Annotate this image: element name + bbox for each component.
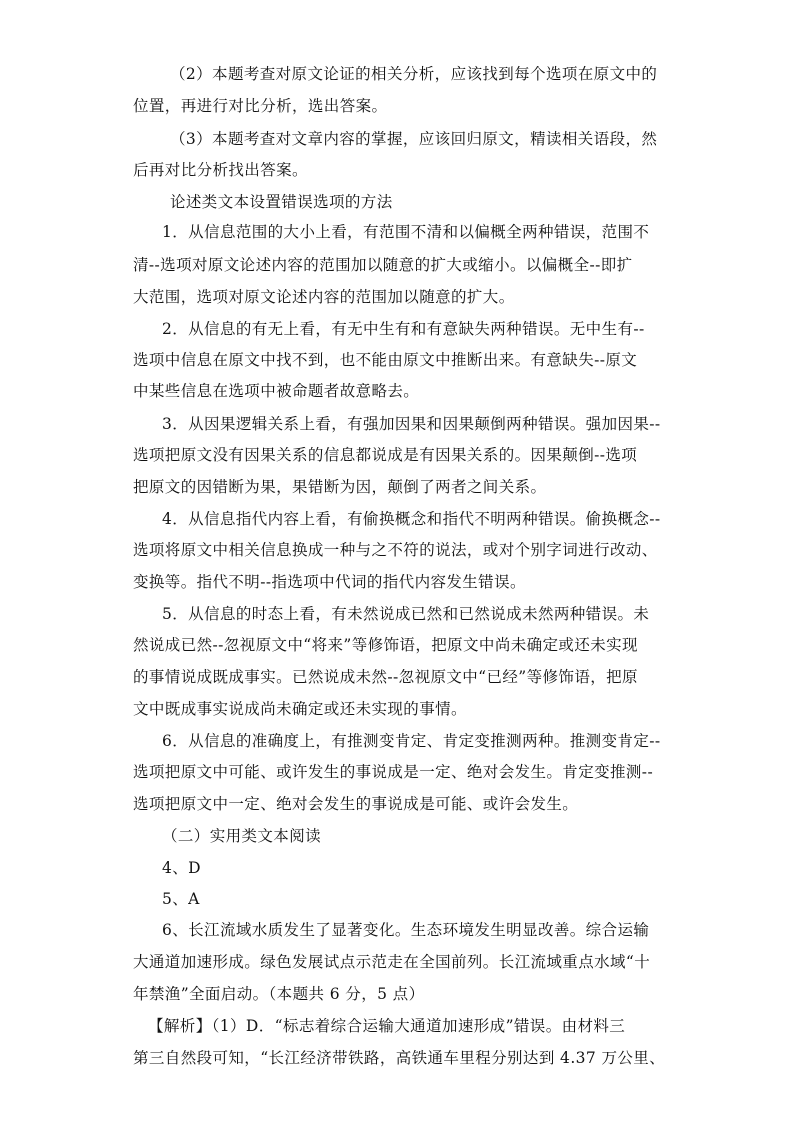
text-line-1: （2）本题考查对原文论证的相关分析，应该找到每个选项在原文中的 bbox=[170, 65, 658, 83]
text-line-16: 选项将原文中相关信息换成一种与之不符的说法，或对个别字词进行改动、 bbox=[133, 541, 658, 559]
text-line-8: 大范围，选项对原文论述内容的范围加以随意的扩大。 bbox=[133, 288, 515, 306]
text-line-18: 5．从信息的时态上看，有未然说成已然和已然说成未然两种错误。未 bbox=[162, 605, 650, 623]
text-line-7: 清--选项对原文论述内容的范围加以随意的扩大或缩小。以偏概全--即扩 bbox=[133, 256, 633, 274]
text-line-15: 4．从信息指代内容上看，有偷换概念和指代不明两种错误。偷换概念-- bbox=[162, 510, 661, 528]
section-heading-2: （二）实用类文本阅读 bbox=[162, 827, 322, 845]
text-line-22: 6．从信息的准确度上，有推测变肯定、肯定变推测两种。推测变肯定-- bbox=[162, 732, 661, 750]
section-heading: 论述类文本设置错误选项的方法 bbox=[170, 193, 393, 211]
text-line-12: 3．从因果逻辑关系上看，有强加因果和因果颠倒两种错误。强加因果-- bbox=[162, 415, 661, 433]
text-line-14: 把原文的因错断为果，果错断为因，颠倒了两者之间关系。 bbox=[133, 478, 547, 496]
answer-4: 4、D bbox=[162, 859, 201, 877]
text-line-2: 位置，再进行对比分析，选出答案。 bbox=[133, 97, 388, 115]
text-line-3: （3）本题考查对文章内容的掌握，应该回归原文，精读相关语段，然 bbox=[170, 130, 658, 148]
answer-5: 5、A bbox=[162, 890, 200, 908]
text-line-30: 年禁渔”全面启动。（本题共 6 分，5 点） bbox=[133, 985, 425, 1003]
text-line-28: 6、长江流域水质发生了显著变化。生态环境发生明显改善。综合运输 bbox=[162, 921, 650, 939]
text-line-20: 的事情说成既成事实。已然说成未然--忽视原文中“已经”等修饰语，把原 bbox=[133, 668, 638, 686]
text-line-23: 选项把原文中可能、或许发生的事说成是一定、绝对会发生。肯定变推测-- bbox=[133, 763, 654, 781]
text-line-11: 中某些信息在选项中被命题者故意略去。 bbox=[133, 382, 420, 400]
analysis-line-1: 【解析】（1）D．“标志着综合运输大通道加速形成”错误。由材料三 bbox=[148, 1017, 626, 1035]
text-line-29: 大通道加速形成。绿色发展试点示范走在全国前列。长江流域重点水域“十 bbox=[133, 953, 651, 971]
analysis-line-2: 第三自然段可知，“长江经济带铁路，高铁通车里程分别达到 4.37 万公里、 bbox=[133, 1049, 666, 1067]
text-line-13: 选项把原文没有因果关系的信息都说成是有因果关系的。因果颠倒--选项 bbox=[133, 446, 638, 464]
text-line-24: 选项把原文中一定、绝对会发生的事说成是可能、或许会发生。 bbox=[133, 795, 579, 813]
text-line-4: 后再对比分析找出答案。 bbox=[133, 161, 308, 179]
text-line-17: 变换等。指代不明--指选项中代词的指代内容发生错误。 bbox=[133, 573, 526, 591]
text-line-21: 文中既成事实说成尚未确定或还未实现的事情。 bbox=[133, 700, 467, 718]
text-line-10: 选项中信息在原文中找不到，也不能由原文中推断出来。有意缺失--原文 bbox=[133, 351, 638, 369]
text-line-19: 然说成已然--忽视原文中“将来”等修饰语，把原文中尚未确定或还未实现 bbox=[133, 636, 638, 654]
text-line-6: 1．从信息范围的大小上看，有范围不清和以偏概全两种错误，范围不 bbox=[162, 223, 650, 241]
text-line-9: 2．从信息的有无上看，有无中生有和有意缺失两种错误。无中生有-- bbox=[162, 320, 645, 338]
